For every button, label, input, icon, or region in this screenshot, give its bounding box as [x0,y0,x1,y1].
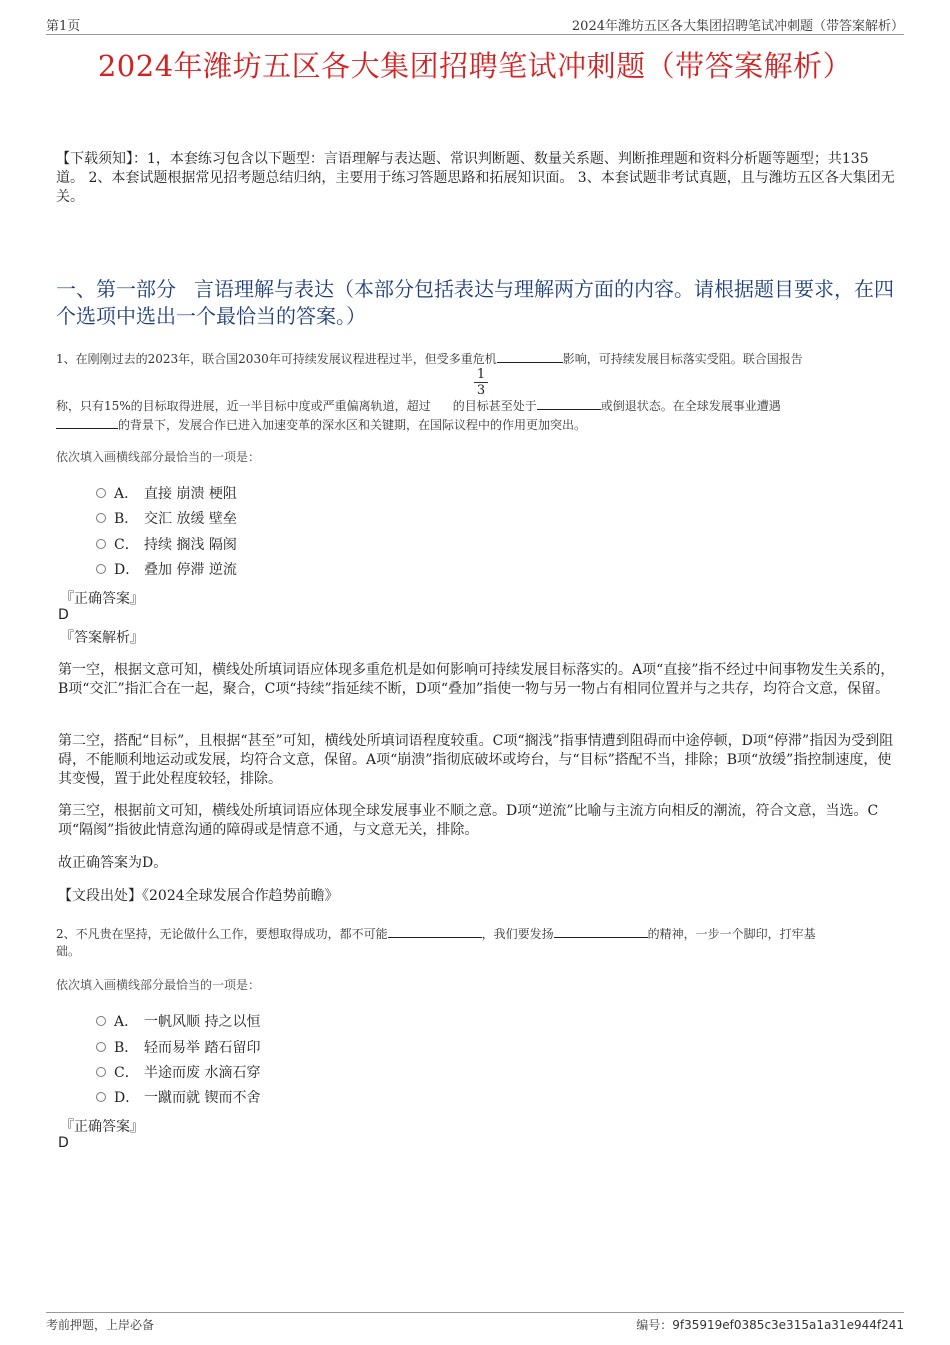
q2-answer-label: 『正确答案』 [60,1119,144,1135]
page-number: 第1页 [46,19,81,34]
q1-analysis-para-1: 第一空，根据文意可知，横线处所填词语应体现多重危机是如何影响可持续发展目标落实的。A项“直接”指不经过中间事物发生关系的，B项“交汇”指汇合在一起，聚合，C项“持续”指延续不断，D项“叠加”指使一物与另一物占有相同位置并与之共存，均符合文意，保留。 [58,662,895,697]
q1-analysis-conclusion: 故正确答案为D。 [58,855,168,871]
q2-option-b[interactable]: B． 轻而易举 踏石留印 [96,1037,260,1057]
q1-analysis-para-3: 第三空，根据前文可知，横线处所填词语应体现全球发展事业不顺之意。D项“逆流”比喻与主流方向相反的潮流，符合文意，当选。C项“隔阂”指彼此情意沟通的障碍或是情意不通，与文意无关，排除。 [58,803,879,838]
radio-icon[interactable] [96,513,106,523]
q1-option-a[interactable]: A． 直接 崩溃 梗阻 [96,483,237,503]
download-notice: 【下载须知】：1，本套练习包含以下题型：言语理解与表达题、常识判断题、数量关系题、判断推理题和资料分析题等题型；共135道。 2、本套试题根据常见招考题总结归纳，主要用于练习答题思路和拓展知识面。 3、本套试题非考试真题，且与潍坊五区各大集团无关。 [56,151,895,205]
blank-2 [554,924,648,938]
blank-2 [537,396,601,410]
fraction-one-third: $\frac{1}{3}$ [474,367,488,398]
question-1-line-1: 1、在刚刚过去的2023年，联合国2030年可持续发展议程进程过半，但受多重危机 影响，可持续发展目标落实受阻。联合国报告 [56,349,896,367]
q2-option-d[interactable]: D． 一蹴而就 锲而不舍 [96,1087,260,1107]
q1-answer-label: 『正确答案』 [60,591,144,607]
question-2-line-1: 2、不凡贵在坚持，无论做什么工作，要想取得成功，都不可能 ，我们要发扬 的精神，一步一个脚印，打牢基 [56,924,896,942]
page-title: 2024年潍坊五区各大集团招聘笔试冲刺题（带答案解析） [97,49,853,83]
blank-1 [388,924,482,938]
q1-option-d[interactable]: D． 叠加 停滞 逆流 [96,559,237,579]
radio-icon[interactable] [96,488,106,498]
question-2-line-2: 础。 [56,944,81,958]
question-1-line-3: 的背景下，发展合作已进入加速变革的深水区和关键期，在国际议程中的作用更加突出。 [56,415,896,433]
radio-icon[interactable] [96,564,106,574]
q1-source: 【文段出处】《2024全球发展合作趋势前瞻》 [58,888,339,904]
question-1-line-2: 称，只有15%的目标取得进展，近一半目标中度或严重偏离轨道，超过 的目标甚至处于 或倒退状态。在全球发展事业遭遇 [56,396,896,414]
question-1-prompt: 依次填入画横线部分最恰当的一项是： [56,450,261,464]
radio-icon[interactable] [96,1067,106,1077]
q2-option-c[interactable]: C． 半途而废 水滴石穿 [96,1062,260,1082]
page-footer [46,1312,904,1332]
q1-analysis-para-2: 第二空，搭配“目标”，且根据“甚至”可知，横线处所填词语程度较重。C项“搁浅”指事情遭到阻碍而中途停顿，D项“停滞”指因为受到阻碍，不能顺利地运动或发展，均符合文意，保留。A项“崩溃”指彻底破坏或垮台，与“目标”搭配不当，排除；B项“放缓”指控制速度，使其变慢，置于此处程度较轻，排除。 [58,733,894,787]
blank-3 [56,415,118,429]
q1-answer: D [58,607,69,623]
question-2-prompt: 依次填入画横线部分最恰当的一项是： [56,978,261,992]
q2-option-a[interactable]: A． 一帆风顺 持之以恒 [96,1011,260,1031]
radio-icon[interactable] [96,1016,106,1026]
footer-slogan: 考前押题，上岸必备 [46,1318,155,1332]
radio-icon[interactable] [96,1092,106,1102]
header-doc-title: 2024年潍坊五区各大集团招聘笔试冲刺题（带答案解析） [571,19,904,34]
radio-icon[interactable] [96,539,106,549]
footer-code: 编号：9f35919ef0385c3e315a1a31e944f241 [636,1318,904,1332]
section-description: 言语理解与表达（本部分包括表达与理解两方面的内容。请根据题目要求，在四个选项中选出一个最恰当的答案。） [56,277,894,328]
page-header [46,14,904,35]
blank-1 [497,349,563,363]
radio-icon[interactable] [96,1042,106,1052]
q1-option-c[interactable]: C． 持续 搁浅 隔阂 [96,534,237,554]
section-heading [56,276,896,330]
q1-analysis-label: 『答案解析』 [60,630,144,646]
section-part: 一、第一部分 [56,277,176,301]
q1-option-b[interactable]: B． 交汇 放缓 壁垒 [96,508,237,528]
q2-answer: D [58,1135,69,1151]
